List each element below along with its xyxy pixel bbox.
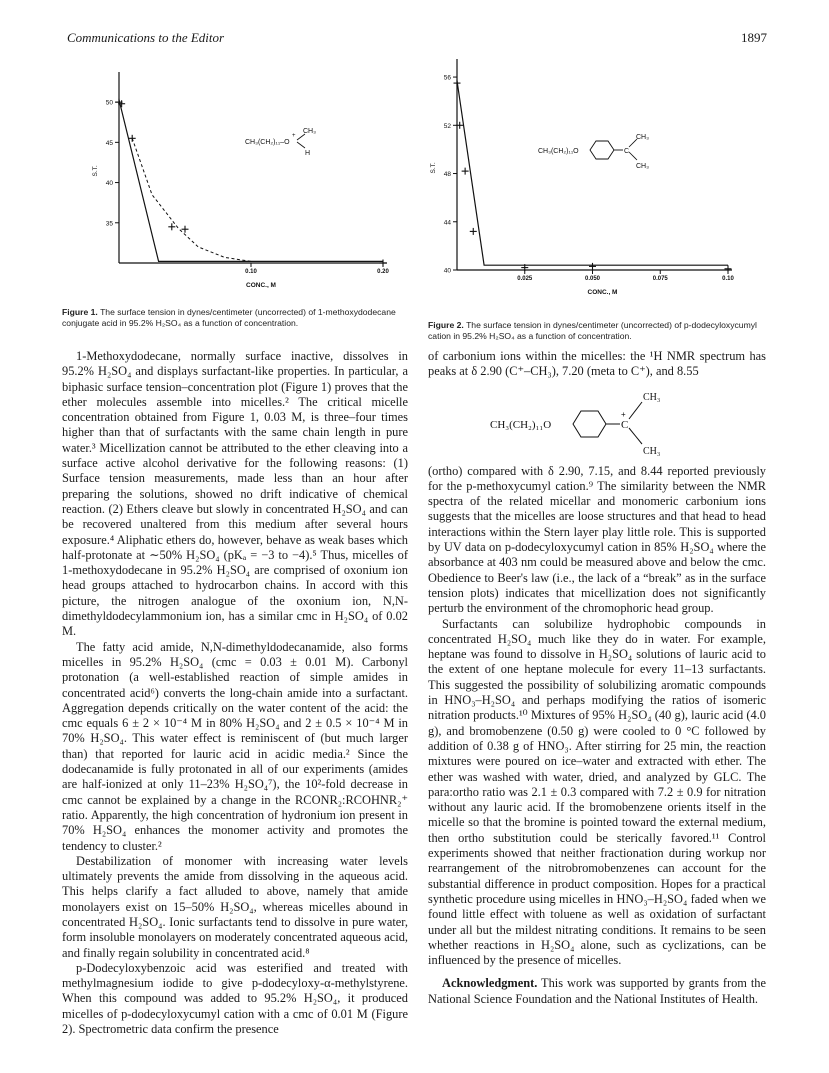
y-axis-label: S.T. (92, 165, 99, 177)
struct-c: C (621, 418, 629, 431)
x-axis-label: CONC., M (246, 282, 276, 289)
figure-1-caption (62, 307, 414, 329)
y-tick-label: 40 (443, 267, 451, 275)
paragraph-continued: (ortho) compared with δ 2.90, 7.15, and 8.44 reported previously for the p-methoxycumyl cation.⁹ The similarity between the NMR spectra of the related micellar and monomeric carbonium ions suggests that the micelles are loose structures and that head to head interactions within the Stern layer play little role. This is supported by UV data on p-dodecyloxycumyl cation in 85% H₂SO₄ where the absorbance at 403 nm could be measured above and below the cmc. Obedience to Beer's law (i.e., the lack of a “break” as in the surface tension plots) indicates that micellization does not significantly perturb the environment of the chromophoric head group. (428, 463, 766, 616)
data-point (462, 168, 469, 175)
dashed-curve (132, 138, 251, 261)
figure-2-caption (428, 320, 764, 342)
chemical-structure (428, 384, 766, 458)
x-tick-label: 0.10 (722, 276, 734, 282)
x-axis-label: CONC., M (587, 289, 618, 296)
fig1-struct-h: H (305, 150, 311, 157)
y-tick-label: 44 (443, 219, 451, 227)
fig2-struct-bond-down (629, 152, 637, 160)
struct-plus: + (621, 409, 626, 419)
figure-2-caption-text: The surface tension in dynes/centimeter (uncorrected) of p-dodecyloxycumyl cation in 95.2% H₂SO₄ as a function of concentration. (428, 320, 757, 341)
y-tick-label: 50 (105, 99, 113, 107)
struct-ring (573, 411, 606, 437)
fit-line (119, 100, 383, 262)
fig1-struct-ch3: CH₃ (303, 128, 316, 135)
y-tick-label: 40 (105, 180, 113, 188)
data-point (182, 226, 189, 233)
data-point (380, 260, 387, 267)
fig1-struct-left: CH₃(CH₂)₁₁–O (245, 139, 290, 146)
running-header-journal: Communications to the Editor (67, 30, 225, 45)
x-tick-label: 0.050 (584, 276, 601, 282)
data-point (168, 223, 175, 230)
acknowledgment-label: Acknowledgment. (442, 976, 538, 991)
paragraph: Surfactants can solubilize hydrophobic compounds in concentrated H₂SO₄ much like they do in water. For example, heptane was found to dissolve in H₂SO₄ solutions of lauric acid to the extent of one heptane molecule for every 11–13 surfactants. This suggested the possibility of solubilizing aromatic compounds in HNO₃–H₂SO₄ and perhaps modifying the ratios of isomeric nitration products.¹⁰ Mixtures of 95% H₂SO₄ (40 g), lauric acid (4.0 g), and bromobenzene (0.50 g) were cooled to 0 °C followed by addition of 0.38 g of HNO₃. After stirring for 25 min, the reaction mixtures were poured on ice–water and extracted with ether. The ether was washed with water, dried, and analyzed by GLC. The para:ortho ratio was 2.1 ± 0.3 compared with 7.2 ± 0.9 for nitration without any lauric acid. If the bromobenzene orients itself in the micelle so that the bromine is pointed toward the external medium, then ortho substitution could be sterically favored.¹¹ Control experiments showed that neither fractionation during workup nor rearrangement of the nitrobromobenzenes can account for the substantial difference in product composition. Hopes for a practical synthetic procedure using micelles in HNO₃–H₂SO₄ faded when we found little effect with toluene as well as oxidation of surfactant under all but the mildest nitrating conditions. It remains to be seen whether reactions in H₂SO₄ alone, such as cyclizations, can be influenced by the presence of micelles. (428, 616, 766, 968)
cumyl-cation-structure (428, 384, 766, 458)
figure-1-caption-text: The surface tension in dynes/centimeter (uncorrected) of 1-methoxydodecane conjugate acid in 95.2% H₂SO₄ as a function of concentration. (62, 307, 396, 328)
fig2-struct-ch3-top: CH₃ (636, 134, 649, 141)
fig2-struct-c: C (624, 148, 630, 155)
y-tick-label: 45 (105, 139, 113, 147)
y-axis-label: S.T. (430, 162, 437, 174)
data-point (589, 263, 596, 270)
page-number: 1897 (741, 30, 767, 45)
paragraph: 1-Methoxydodecane, normally surface inactive, dissolves in 95.2% H₂SO₄ and displays surfactant-like properties. In particular, a biphasic surface tension–concentration plot (Figure 1) proves that the ether molecules assemble into micelles.² The critical micelle concentration obtained from Figure 1, 0.03 M, is three–four times higher than that of surfactants with the same chain length in pure water.³ Micellization cannot be attributed to the ether cleaving into a surface active alcohol derivative for the following reasons: (1) Surface tension measurements, made less than an hour after preparing the solutions, showed no drift indicative of chemical reaction. (2) Ethers cleave but slowly in concentrated H₂SO₄ and can be recovered unaltered from this medium after several hours exposure.⁴ Aliphatic ethers do, however, behave as weak bases which half-protonate at ∼50% H₂SO₄ (pKₐ = −3 to −4).⁵ Thus, micelles of 1-methoxydodecane in 95.2% H₂SO₄ are comprised of oxonium ion head groups attached to hydrocarbon chains. In accord with this picture, the nitrogen analogue of the oxonium ion, N,N-dimethyldodecylammonium ion, has a similar cmc in H₂SO₄ of 0.02 M. (62, 349, 408, 639)
y-tick-label: 48 (443, 171, 451, 179)
fig1-struct-bond-down (297, 142, 305, 148)
data-point (454, 80, 461, 87)
struct-left: CH₃(CH₂)₁₁O (490, 418, 552, 431)
figure-1-chart (92, 60, 415, 300)
struct-ch3-top: CH₃ (643, 391, 661, 403)
right-column (428, 349, 766, 1007)
y-tick-label: 35 (105, 220, 113, 228)
figure-2-caption-label: Figure 2. (428, 320, 464, 330)
x-tick-label: 0.025 (517, 276, 533, 282)
fig2-struct-ch3-bot: CH₃ (636, 163, 649, 170)
y-tick-label: 52 (443, 122, 451, 130)
paragraph: The fatty acid amide, N,N-dimethyldodecanamide, also forms micelles in 95.2% H₂SO₄ (cmc = 0.03 ± 0.01 M). Carbonyl protonation (a well-established reaction of simple amides in concentrated acid⁶) converts the long-chain amide into a surfactant. Aggregation depends critically on the water content of the acid: the cmc equals 6 ± 2 × 10⁻⁴ M in 80% H₂SO₄ and 2 ± 0.5 × 10⁻⁴ M in 70% H₂SO₄. This water effect is reminiscent of (but much larger than) that reported for lauric acid in acidic media.² Since the dodecanamide is fully protonated in all of our experiments (amides are half-ionized at only 11–23% H₂SO₄⁷), the 10²-fold decrease in cmc cannot be explained by a change in the RCONR₂:RCOHNR₂⁺ ratio. Apparently, the high concentration of hydronium ion present in 70% H₂SO₄ enhances the monomer activity and promotes the tendency to cluster.² (62, 639, 408, 853)
acknowledgment-text: This work was supported by grants from the National Science Foundation and the National Institutes of Health. (428, 976, 766, 1006)
x-tick-label: 0.075 (652, 276, 668, 282)
left-column (62, 349, 408, 1037)
data-point (470, 228, 477, 235)
paragraph: p-Dodecyloxybenzoic acid was esterified and treated with methylmagnesium iodide to give p-dodecyloxy-α-methylstyrene. When this compound was added to 95.2% H₂SO₄, it produced micelles of p-dodecyloxycumyl cation with a cmc of 0.01 M (Figure 2). Spectrometric data confirm the presence (62, 960, 408, 1037)
data-point (129, 135, 136, 142)
fig2-struct-ring (590, 141, 614, 159)
paragraph-continued: of carbonium ions within the micelles: the ¹H NMR spectrum has peaks at δ 2.90 (C⁺–CH₃), 7.20 (meta to C⁺), and 8.55 (428, 349, 766, 379)
struct-bond-up (629, 402, 642, 419)
x-tick-label: 0.20 (377, 269, 389, 275)
paragraph: Destabilization of monomer with increasing water levels ultimately prevents the amide from dissolving in the aqueous acid. This helps clarify a fact alluded to above, namely that amide monolayers exist on 15–50% H₂SO₄, whereas micelles abound in concentrated H₂SO₄. Ionic surfactants tend to dissolve in pure water, form insoluble monolayers on moderately concentrated aqueous acid, and finally regain solubility in concentrated acid.⁸ (62, 853, 408, 960)
fit-line (457, 81, 728, 265)
fig2-struct-left: CH₃(CH₂)₁₁O (538, 148, 579, 155)
acknowledgment (428, 976, 766, 1007)
y-tick-label: 56 (443, 74, 451, 82)
fig1-struct-plus: + (292, 133, 296, 139)
figure-2-chart (420, 55, 765, 310)
struct-bond-down (629, 428, 642, 444)
x-tick-label: 0.10 (245, 269, 257, 275)
figure-1-caption-label: Figure 1. (62, 307, 98, 317)
data-point (725, 265, 732, 272)
struct-ch3-bot: CH₃ (643, 445, 661, 457)
